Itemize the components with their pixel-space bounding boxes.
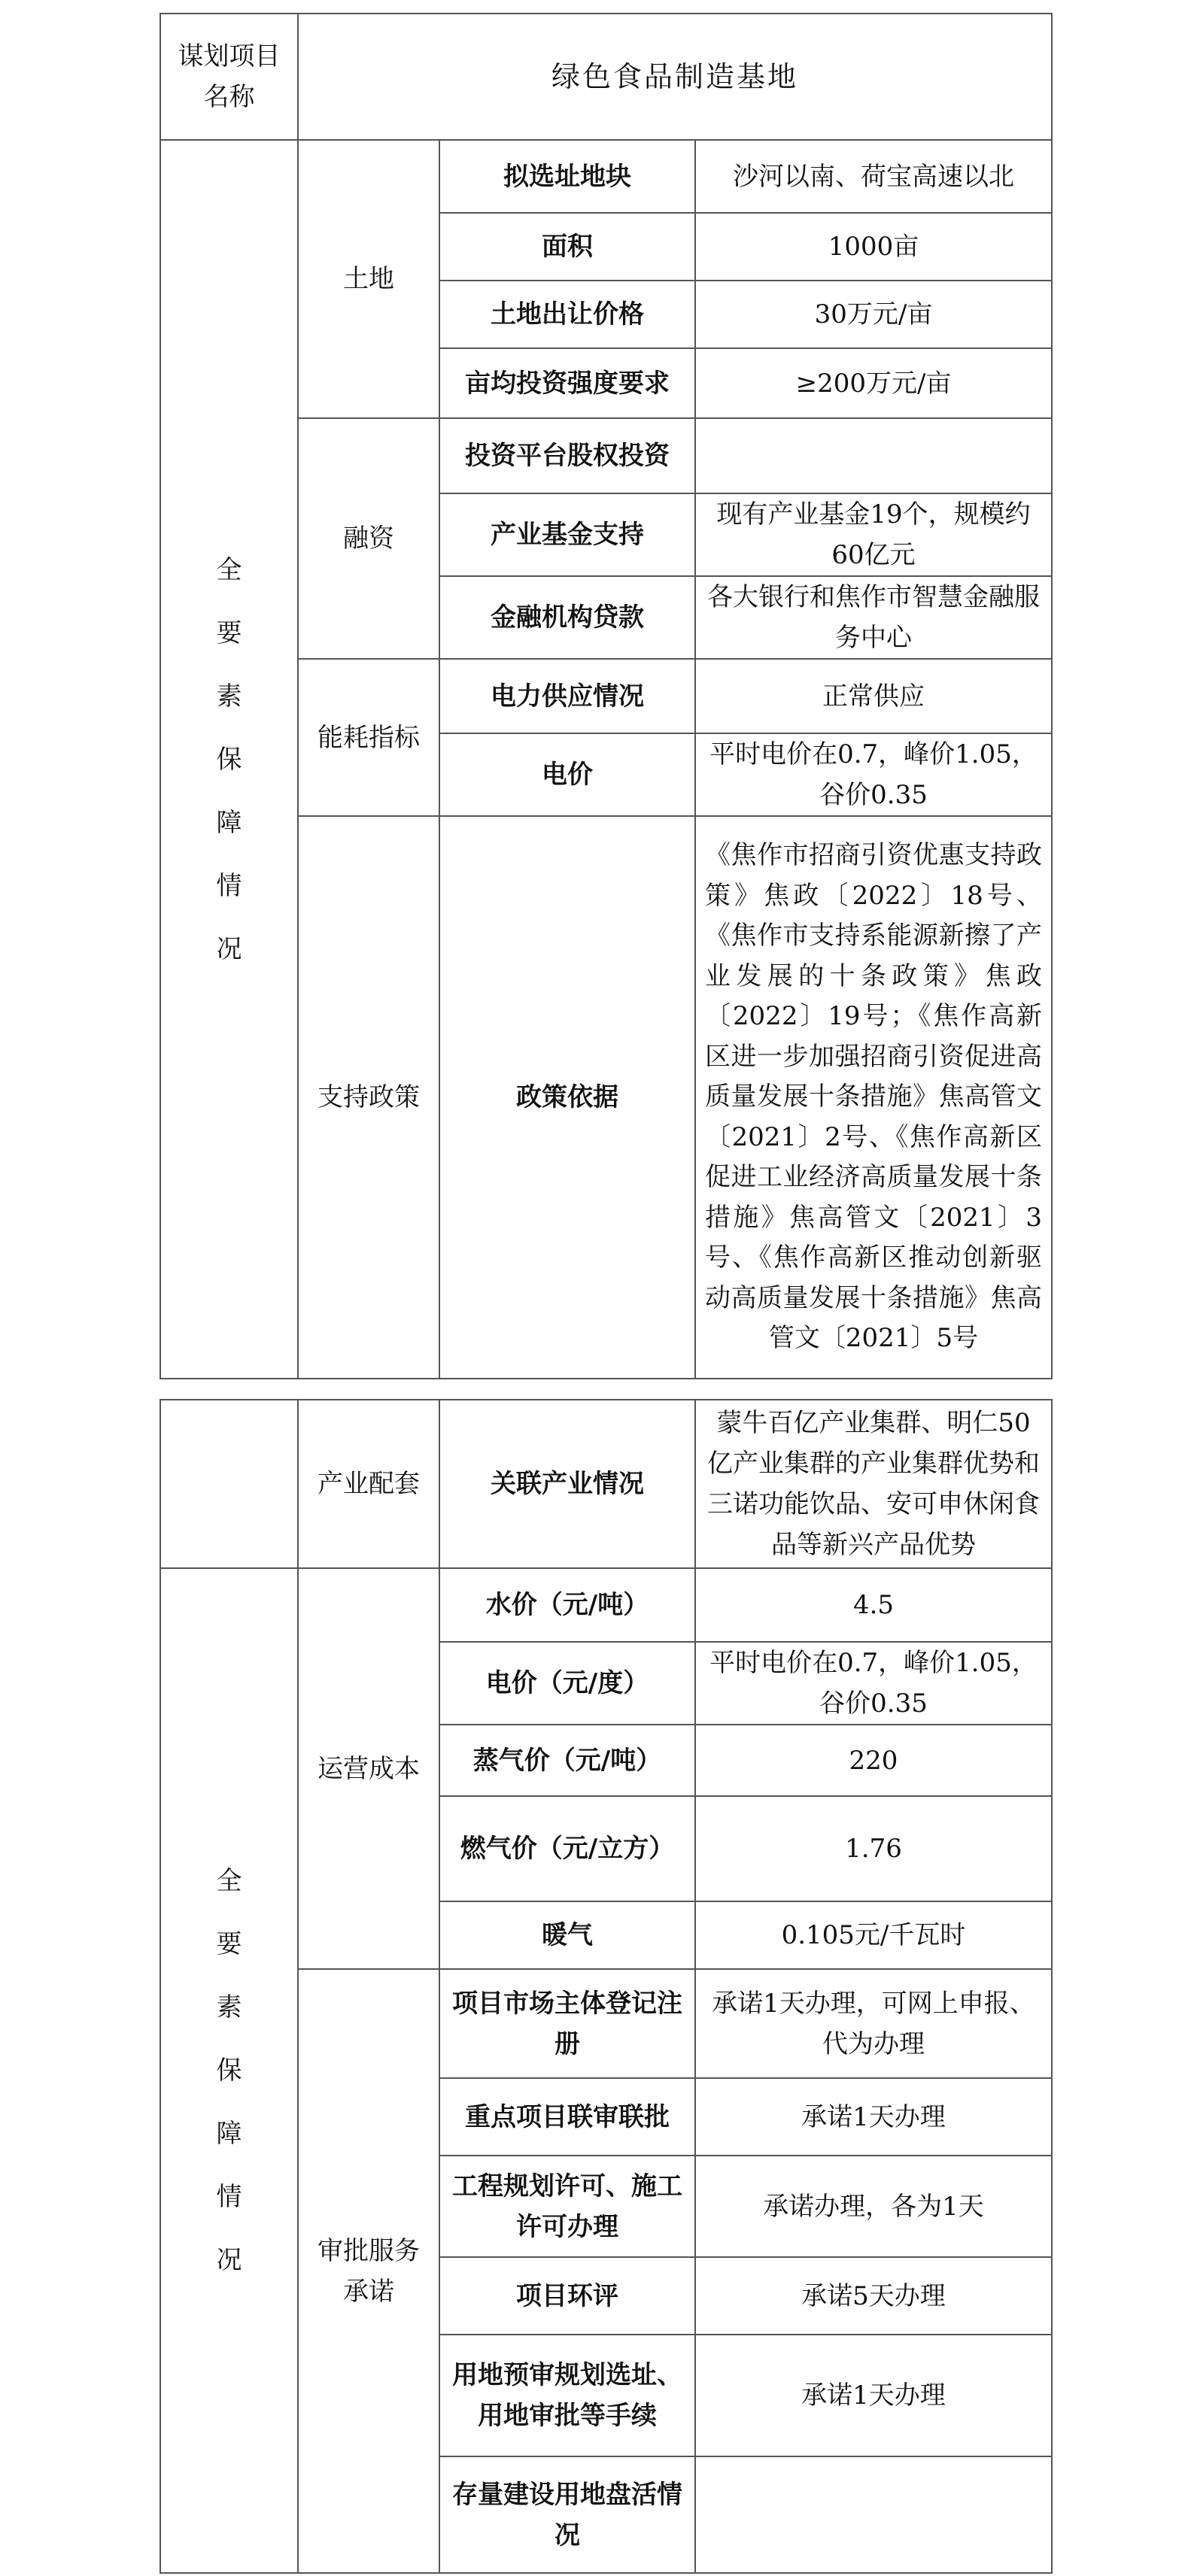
approval-joint-value: 承诺1天办理 (695, 2078, 1052, 2156)
industry-row (160, 1400, 1052, 1568)
industry-value: 蒙牛百亿产业集群、明仁50亿产业集群的产业集群优势和三诺功能饮品、安可申休闲食品等新兴产品优势 (695, 1400, 1052, 1568)
operating-category: 运营成本 (298, 1568, 439, 1969)
approval-permits-label: 工程规划许可、施工许可办理 (439, 2156, 695, 2257)
finance-loan-value: 各大银行和焦作市智慧金融服务中心 (695, 576, 1052, 659)
operating-heating-value: 0.105元/千瓦时 (695, 1901, 1052, 1969)
project-label-line2: 名称 (203, 82, 255, 112)
land-site-value: 沙河以南、荷宝高速以北 (695, 140, 1052, 213)
approval-registration-value: 承诺1天办理，可网上申报、代为办理 (695, 1969, 1052, 2078)
approval-joint-label: 重点项目联审联批 (439, 2078, 695, 2156)
operating-steam-value: 220 (695, 1725, 1052, 1796)
approval-stock-label: 存量建设用地盘活情况 (439, 2456, 695, 2573)
land-row-site (160, 140, 1052, 213)
full-elements-guarantee-label: 全 要 素 保 障 情 况 (160, 140, 298, 1379)
energy-price-label: 电价 (439, 733, 695, 816)
operating-water-label: 水价（元/吨） (439, 1568, 695, 1642)
approval-eia-label: 项目环评 (439, 2257, 695, 2335)
land-price-value: 30万元/亩 (695, 281, 1052, 348)
energy-supply-value: 正常供应 (695, 659, 1052, 733)
approval-stock-value (695, 2456, 1052, 2573)
policy-label: 政策依据 (439, 816, 695, 1379)
approval-land-value: 承诺1天办理 (695, 2335, 1052, 2456)
land-area-value: 1000亩 (695, 213, 1052, 281)
operating-gas-label: 燃气价（元/立方） (439, 1796, 695, 1901)
energy-category: 能耗指标 (298, 659, 439, 816)
land-category: 土地 (298, 140, 439, 418)
approval-eia-value: 承诺5天办理 (695, 2257, 1052, 2335)
finance-category: 融资 (298, 418, 439, 659)
operating-gas-value: 1.76 (695, 1796, 1052, 1901)
operating-steam-label: 蒸气价（元/吨） (439, 1725, 695, 1796)
energy-price-value: 平时电价在0.7，峰价1.05，谷价0.35 (695, 733, 1052, 816)
land-area-label: 面积 (439, 213, 695, 281)
finance-fund-label: 产业基金支持 (439, 493, 695, 576)
finance-equity-label: 投资平台股权投资 (439, 418, 695, 493)
operating-row-water (160, 1568, 1052, 1642)
operating-heating-label: 暖气 (439, 1901, 695, 1969)
industry-label: 关联产业情况 (439, 1400, 695, 1568)
operating-electric-label: 电价（元/度） (439, 1642, 695, 1725)
project-table-2 (160, 1399, 1053, 2574)
policy-category: 支持政策 (298, 816, 439, 1379)
finance-equity-value (695, 418, 1052, 493)
land-price-label: 土地出让价格 (439, 281, 695, 348)
operating-electric-value: 平时电价在0.7，峰价1.05，谷价0.35 (695, 1642, 1052, 1725)
approval-registration-label: 项目市场主体登记注册 (439, 1969, 695, 2078)
table2-top-left-cell (160, 1400, 298, 1568)
project-name-row (160, 14, 1052, 140)
approval-land-label: 用地预审规划选址、用地审批等手续 (439, 2335, 695, 2456)
approval-permits-value: 承诺办理，各为1天 (695, 2156, 1052, 2257)
land-intensity-label: 亩均投资强度要求 (439, 348, 695, 418)
approval-category: 审批服务承诺 (298, 1969, 439, 2573)
industry-category: 产业配套 (298, 1400, 439, 1568)
operating-water-value: 4.5 (695, 1568, 1052, 1642)
land-site-label: 拟选址地块 (439, 140, 695, 213)
project-name-value: 绿色食品制造基地 (298, 14, 1052, 140)
project-table-1 (160, 13, 1053, 1379)
energy-supply-label: 电力供应情况 (439, 659, 695, 733)
finance-loan-label: 金融机构贷款 (439, 576, 695, 659)
full-elements-guarantee-label-2: 全 要 素 保 障 情 况 (160, 1568, 298, 2573)
project-label-line1: 谋划项目 (178, 41, 281, 71)
finance-fund-value: 现有产业基金19个，规模约60亿元 (695, 493, 1052, 576)
policy-value: 《焦作市招商引资优惠支持政策》焦政〔2022〕18号、《焦作市支持系能源新擦了产业发展的十条政策》焦政〔2022〕19号；《焦作高新区进一步加强招商引资促进高质量发展十条措施》焦高管文〔2021〕2号、《焦作高新区促进工业经济高质量发展十条措施》焦高管文〔2021〕3号、《焦作高新区推动创新驱动高质量发展十条措施》焦高管文〔2021〕5号 (695, 816, 1052, 1379)
project-name-label (160, 14, 298, 140)
land-intensity-value: ≥200万元/亩 (695, 348, 1052, 418)
